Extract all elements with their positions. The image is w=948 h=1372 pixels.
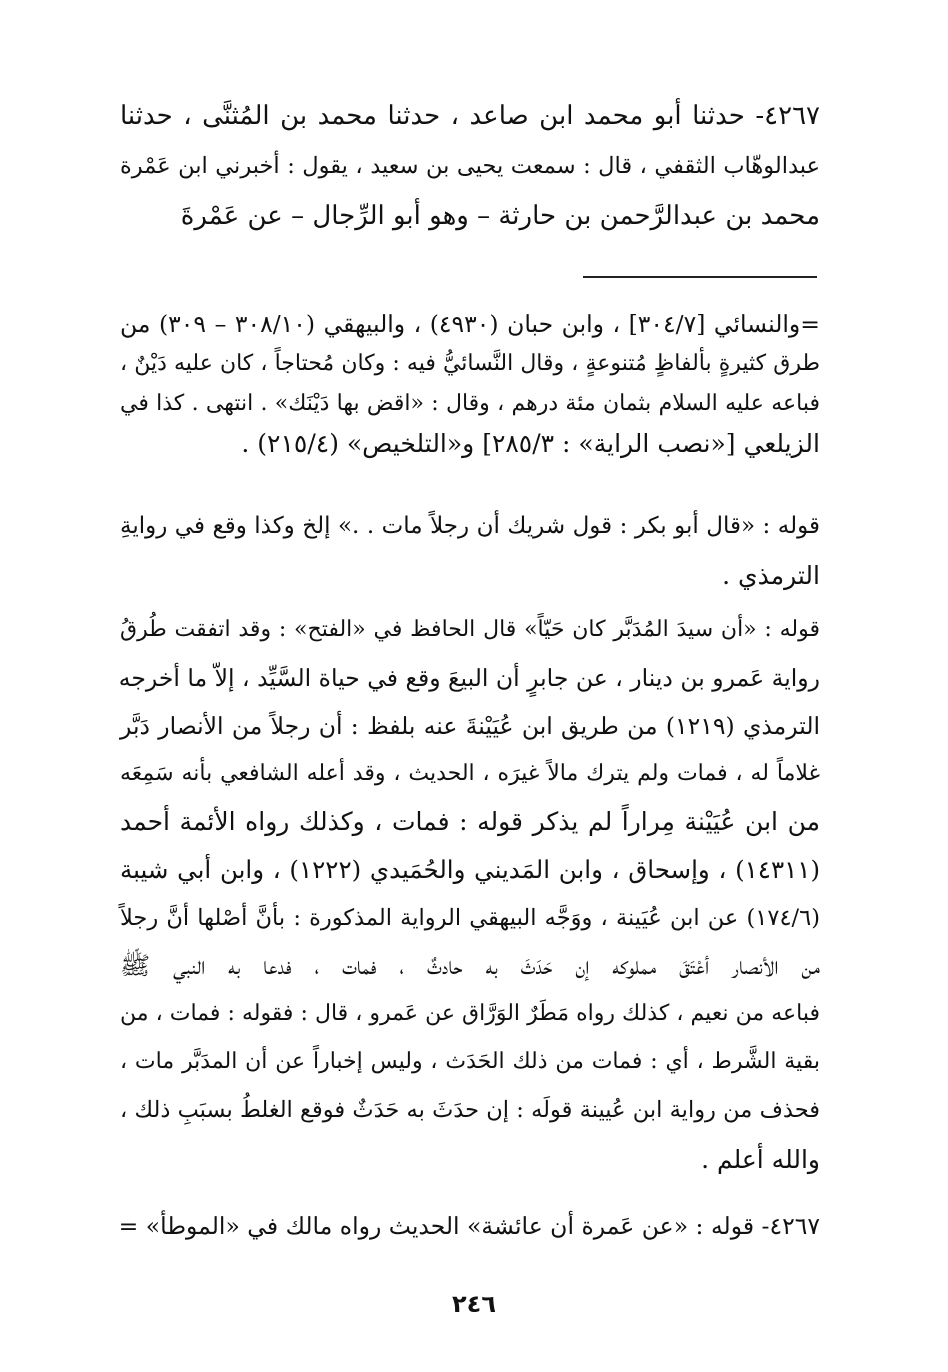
footnote-line: فحذف من رواية ابن عُيينة قولَه : إن حدَثَ به حَدَثٌ فوقع الغلطُ بسبَبِ ذلك ، <box>120 1097 820 1123</box>
hadith-line: عبدالوهّاب الثقفي ، قال : سمعت يحيى بن سعيد ، يقول : أخبرني ابن عَمْرة <box>120 153 820 179</box>
footnote-line: من ابن عُيَيْنة مِراراً لم يذكر قوله : فمات ، وكذلك رواه الأئمة أحمد <box>120 807 820 836</box>
footnote-line: قوله : «قال أبو بكر : قول شريك أن رجلاً مات . .» إلخ وكذا وقع في روايةِ <box>120 513 820 539</box>
footnote-line: غلاماً له ، فمات ولم يترك مالاً غيرَه ، الحديث ، وقد أعله الشافعي بأنه سَمِعَه <box>120 761 820 786</box>
footnote-line: رواية عَمرو بن دينار ، عن جابرٍ أن البيعَ وقع في حياة السَّيِّد ، إلاّ ما أخرجه <box>118 664 820 692</box>
footnote-line: (١٧٤/٦) عن ابن عُيَينة ، ووَجَّه البيهقي الرواية المذكورة : بأنَّ أصْلها أنَّ رجلاً <box>120 905 820 931</box>
footnote-line: ٤٢٦٧- قوله : «عن عَمرة أن عائشة» الحديث رواه مالك في «الموطأ» = <box>118 1212 820 1240</box>
footnote-line: قوله : «أن سيدَ المُدَبَّر كان حَيّاً» قال الحافظ في «الفتح» : وقد اتفقت طُرقُ <box>120 617 820 642</box>
footnote-line: فباعه عليه السلام بثمان مئة درهم ، وقال : «اقض بها دَيْنَك» . انتهى . كذا في <box>120 391 820 416</box>
footnote-line: والله أعلم . <box>701 1145 820 1174</box>
page-number: ٢٤٦ <box>452 1290 496 1318</box>
footnote-line: بقية الشَّرط ، أي : فمات من ذلك الحَدَث ، وليس إخباراً عن أن المدَبَّر مات ، <box>120 1049 820 1074</box>
footnote-line: الترمذي (١٢١٩) من طريق ابن عُيَيْنةَ عنه بلفظ : أن رجلاً من الأنصار دَبَّر <box>120 712 821 740</box>
footnote-line: الترمذي . <box>722 561 820 590</box>
hadith-line: ٤٢٦٧- حدثنا أبو محمد ابن صاعد ، حدثنا محمد بن المُثنَّى ، حدثنا <box>120 101 820 131</box>
footnote-line: طرق كثيرةٍ بألفاظٍ مُتنوعةٍ ، وقال النَّسائيُّ فيه : وكان مُحتاجاً ، كان عليه دَيْنٌ ، <box>120 351 820 376</box>
footnote-line: فباعه من نعيم ، كذلك رواه مَطَرٌ الوَرَّاق عن عَمرو ، قال : فقوله : فمات ، من <box>120 1001 820 1026</box>
hadith-line: محمد بن عبدالرَّحمن بن حارثة – وهو أبو الرِّجال – عن عَمْرةَ <box>180 201 820 231</box>
footnote-line: (١٤٣١١) ، وإسحاق ، وابن المَديني والحُمَيدي (١٢٢٢) ، وابن أبي شيبة <box>120 855 820 884</box>
footnote-line: من الأنصار أعْتَقَ مملوكه إن حَدَثَ به حادثٌ ، فمات ، فدعا به النبي ﷺ <box>120 951 820 980</box>
footnote-line: =والنسائي [٣٠٤/٧] ، وابن حبان (٤٩٣٠) ، والبيهقي (٣٠٨/١٠ – ٣٠٩) من <box>120 310 820 338</box>
footnote-line: الزيلعي [«نصب الراية» : ٢٨٥/٣] و«التلخيص» (٢١٥/٤) . <box>241 429 820 458</box>
footnote-separator <box>583 276 817 278</box>
